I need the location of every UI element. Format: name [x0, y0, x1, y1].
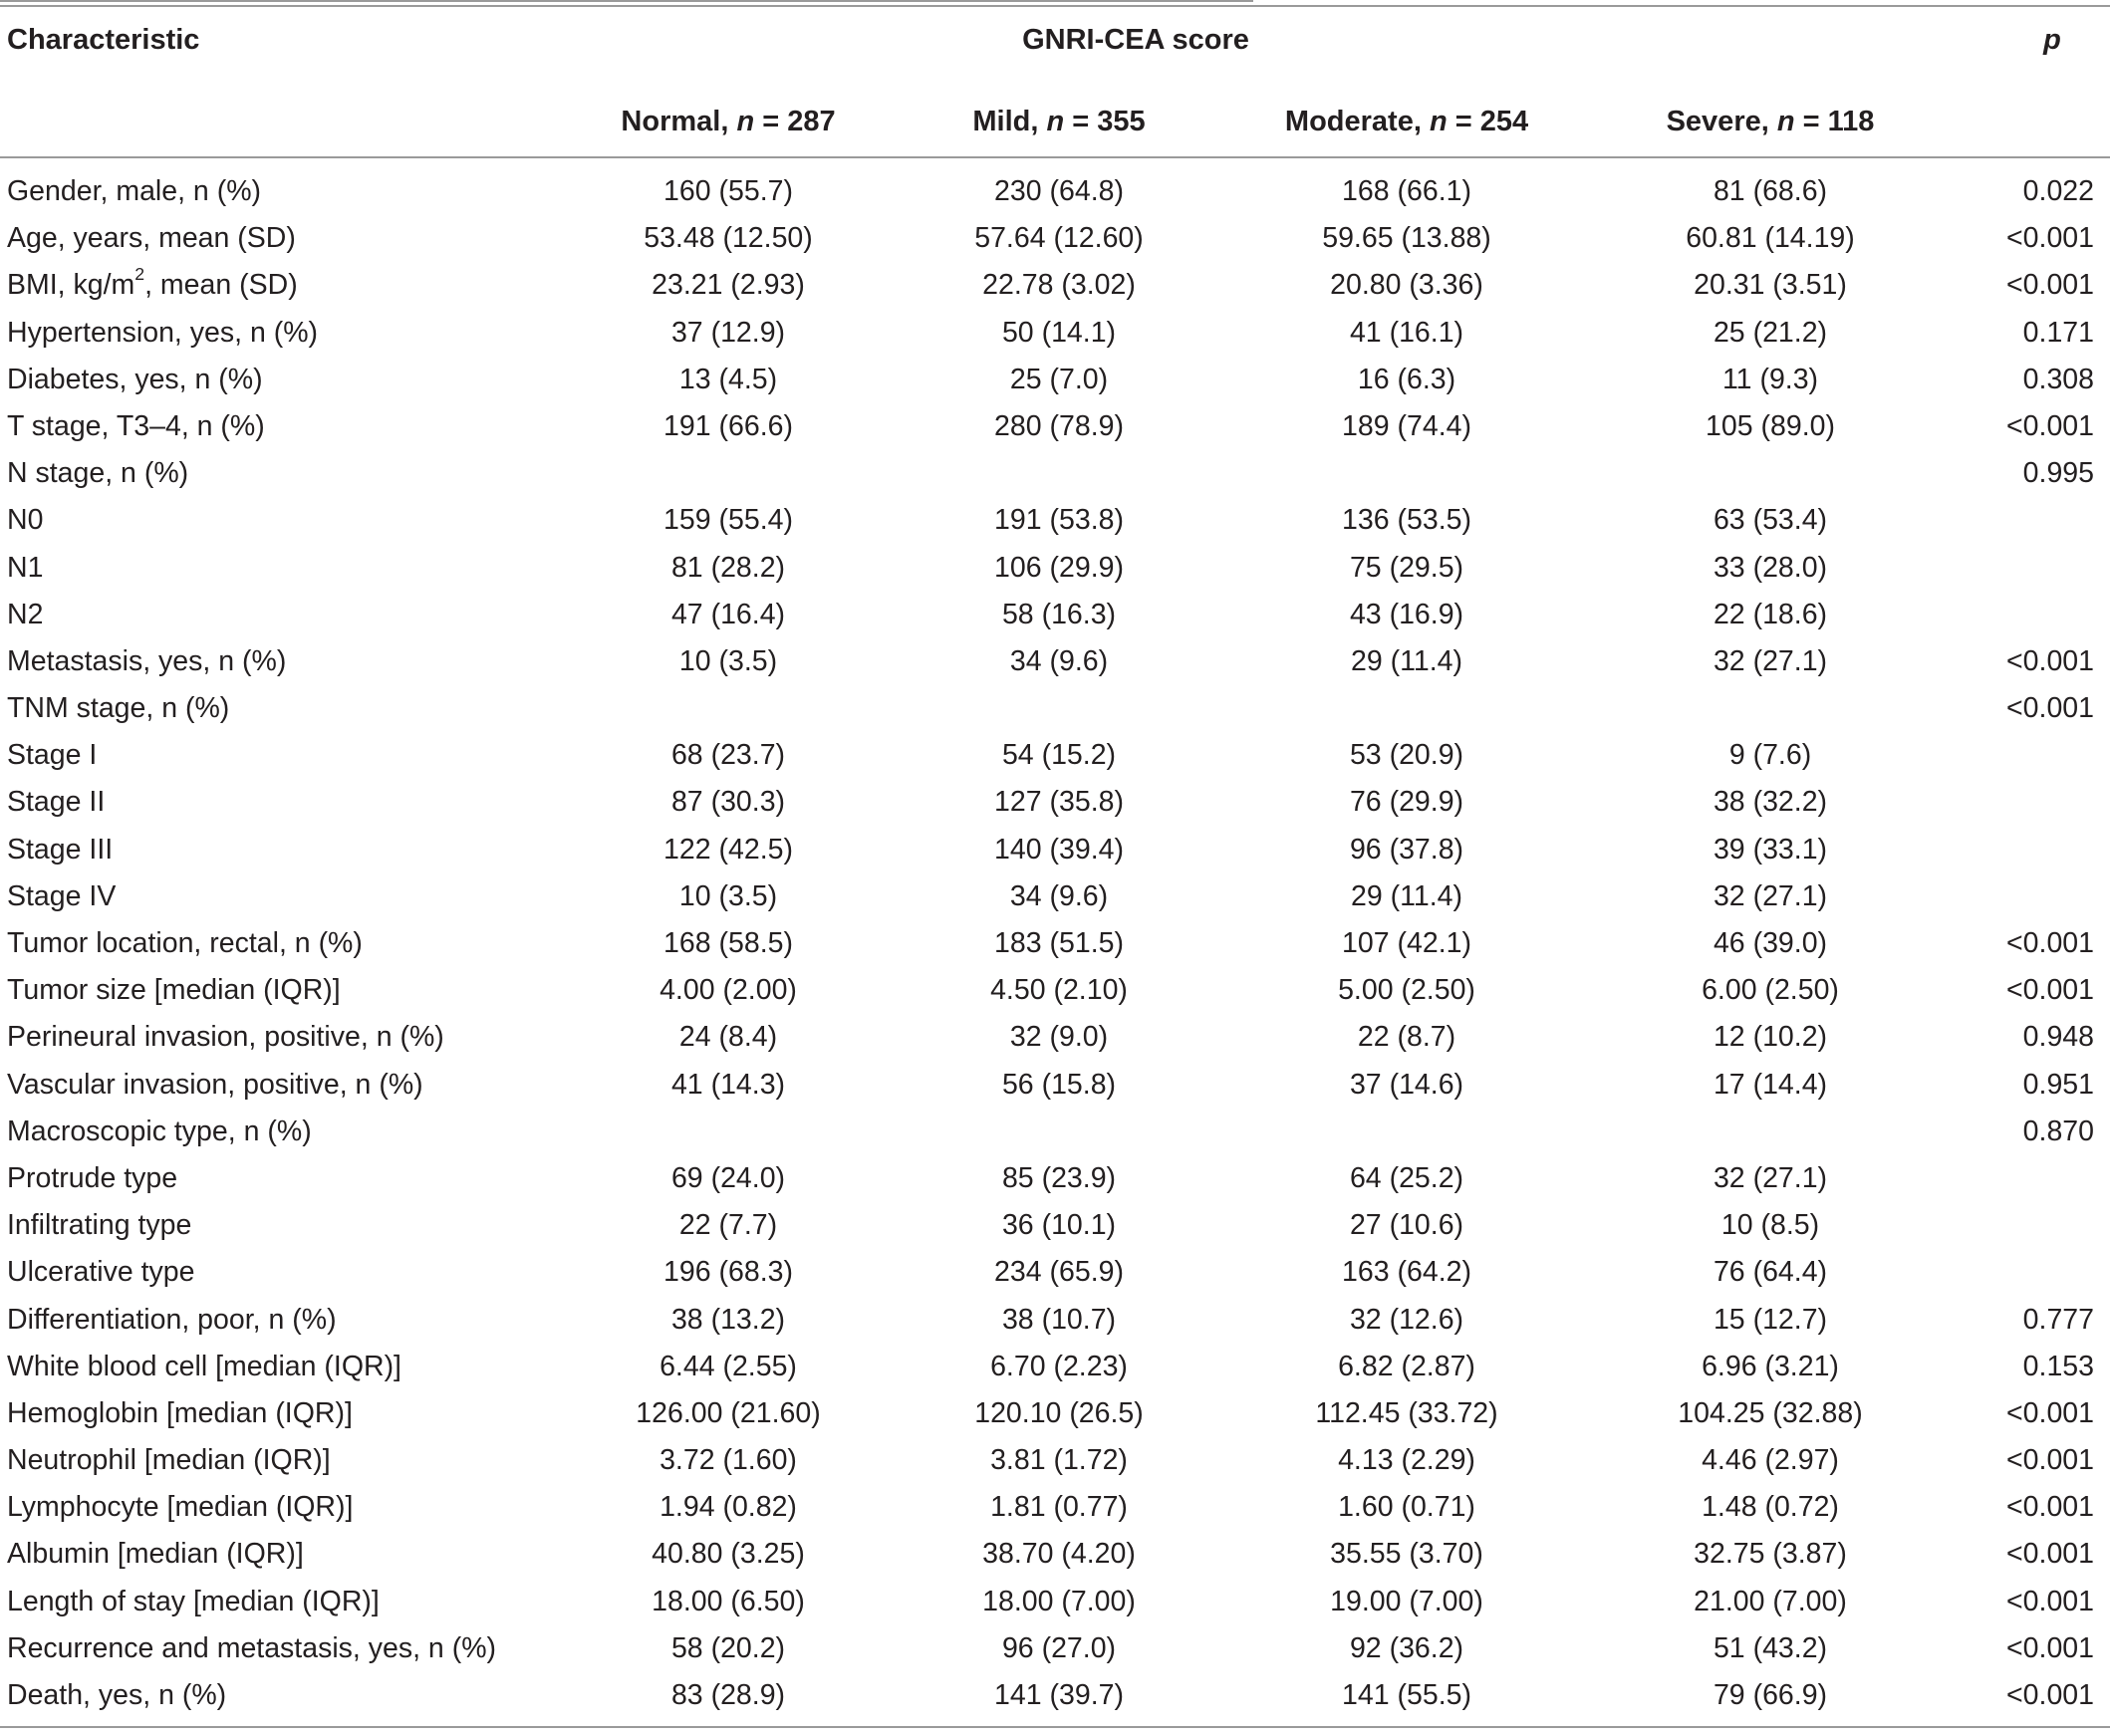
cell-severe: 11 (9.3) — [1721, 363, 1819, 395]
header-col-mild — [972, 106, 1145, 138]
header-col-severe — [1667, 106, 1875, 138]
cell-mild: 6.70 (2.23) — [990, 1350, 1128, 1382]
cell-moderate: 189 (74.4) — [1342, 409, 1471, 442]
cell-severe: 51 (43.2) — [1713, 1631, 1828, 1664]
cell-mild: 34 (9.6) — [1009, 879, 1109, 912]
cell-mild: 127 (35.8) — [994, 786, 1124, 819]
row-label: Vascular invasion, positive, n (%) — [7, 1068, 423, 1101]
cell-normal: 58 (20.2) — [670, 1631, 786, 1664]
cell-mild: 58 (16.3) — [1001, 598, 1117, 630]
cell-p-value: <0.001 — [2006, 692, 2094, 725]
cell-moderate: 136 (53.5) — [1342, 504, 1471, 537]
cell-mild: 34 (9.6) — [1009, 644, 1109, 677]
cell-normal: 6.44 (2.55) — [659, 1350, 797, 1382]
cell-moderate: 27 (10.6) — [1349, 1209, 1464, 1242]
cell-severe: 15 (12.7) — [1713, 1303, 1828, 1336]
table-row — [0, 874, 2110, 921]
header-col-severe-name: Severe, — [1666, 106, 1777, 137]
cell-p-value: <0.001 — [2006, 1491, 2094, 1524]
row-label: Neutrophil [median (IQR)] — [7, 1444, 331, 1477]
cell-severe: 32.75 (3.87) — [1694, 1538, 1847, 1571]
table-row — [0, 1580, 2110, 1626]
table-row — [0, 686, 2110, 733]
cell-mild: 56 (15.8) — [1001, 1068, 1117, 1101]
cell-moderate: 6.82 (2.87) — [1338, 1350, 1475, 1382]
row-label: N2 — [7, 598, 44, 630]
cell-severe: 22 (18.6) — [1713, 598, 1828, 630]
cell-normal: 37 (12.9) — [670, 316, 786, 349]
table-row — [0, 169, 2110, 216]
cell-normal: 38 (13.2) — [670, 1303, 786, 1336]
cell-normal: 40.80 (3.25) — [652, 1538, 805, 1571]
cell-moderate: 107 (42.1) — [1342, 927, 1471, 959]
cell-normal: 122 (42.5) — [663, 833, 793, 866]
row-label: Stage I — [7, 739, 98, 772]
cell-severe: 104.25 (32.88) — [1678, 1396, 1863, 1429]
cell-normal: 24 (8.4) — [678, 1021, 778, 1054]
row-label: Differentiation, poor, n (%) — [7, 1303, 337, 1336]
table-row — [0, 1673, 2110, 1720]
cell-mild: 96 (27.0) — [1001, 1631, 1117, 1664]
cell-mild: 18.00 (7.00) — [982, 1585, 1136, 1617]
row-label: Tumor location, rectal, n (%) — [7, 927, 363, 959]
cell-moderate: 64 (25.2) — [1349, 1161, 1464, 1194]
row-label: Hemoglobin [median (IQR)] — [7, 1396, 353, 1429]
row-label: Length of stay [median (IQR)] — [7, 1585, 380, 1617]
cell-moderate: 29 (11.4) — [1351, 644, 1462, 677]
bottom-rule — [0, 1726, 2110, 1728]
cell-normal: 53.48 (12.50) — [644, 222, 813, 255]
cell-p-value: 0.153 — [2022, 1350, 2094, 1382]
cell-mild: 106 (29.9) — [994, 551, 1124, 584]
cell-p-value: <0.001 — [2006, 1679, 2094, 1711]
cell-severe: 6.96 (3.21) — [1702, 1350, 1839, 1382]
row-label: Stage IV — [7, 879, 117, 912]
cell-severe: 39 (33.1) — [1713, 833, 1828, 866]
cell-moderate: 96 (37.8) — [1349, 833, 1464, 866]
cell-moderate: 59.65 (13.88) — [1322, 222, 1491, 255]
cell-moderate: 112.45 (33.72) — [1315, 1396, 1498, 1429]
row-label: N stage, n (%) — [7, 457, 189, 490]
cell-severe: 32 (27.1) — [1713, 644, 1828, 677]
table-row — [0, 1485, 2110, 1532]
row-label: Gender, male, n (%) — [7, 175, 262, 207]
top-rule — [0, 5, 2110, 7]
cell-severe: 60.81 (14.19) — [1686, 222, 1855, 255]
row-label: Death, yes, n (%) — [7, 1679, 227, 1711]
cell-p-value: 0.951 — [2022, 1068, 2094, 1101]
cell-severe: 38 (32.2) — [1713, 786, 1828, 819]
cell-severe: 25 (21.2) — [1713, 316, 1828, 349]
cell-normal: 3.72 (1.60) — [659, 1444, 797, 1477]
cell-normal: 68 (23.7) — [670, 739, 786, 772]
cell-mild: 234 (65.9) — [994, 1256, 1124, 1289]
cell-moderate: 53 (20.9) — [1349, 739, 1464, 772]
row-label: Macroscopic type, n (%) — [7, 1115, 312, 1147]
cell-p-value: 0.995 — [2022, 457, 2094, 490]
cell-moderate: 5.00 (2.50) — [1338, 974, 1475, 1007]
row-label: Hypertension, yes, n (%) — [7, 316, 319, 349]
table-row — [0, 1391, 2110, 1438]
cell-normal: 81 (28.2) — [670, 551, 786, 584]
cell-mild: 57.64 (12.60) — [974, 222, 1144, 255]
cell-p-value: <0.001 — [2006, 927, 2094, 959]
cell-severe: 79 (66.9) — [1713, 1679, 1828, 1711]
cell-severe: 10 (8.5) — [1720, 1209, 1820, 1242]
table-row — [0, 1438, 2110, 1485]
cell-mild: 183 (51.5) — [994, 927, 1124, 959]
cell-severe: 4.46 (2.97) — [1702, 1444, 1839, 1477]
cell-mild: 85 (23.9) — [1001, 1161, 1117, 1194]
row-label: Stage II — [7, 786, 106, 819]
cell-normal: 22 (7.7) — [678, 1209, 778, 1242]
cell-severe: 21.00 (7.00) — [1694, 1585, 1847, 1617]
cell-mild: 22.78 (3.02) — [982, 269, 1136, 302]
cell-severe: 32 (27.1) — [1713, 879, 1828, 912]
cell-severe: 33 (28.0) — [1713, 551, 1828, 584]
cell-p-value: <0.001 — [2006, 1396, 2094, 1429]
row-label: TNM stage, n (%) — [7, 692, 230, 725]
header-group-title: GNRI-CEA score — [1022, 24, 1249, 56]
table-row — [0, 733, 2110, 780]
header-col-severe-n: n — [1776, 106, 1795, 137]
table-row — [0, 1203, 2110, 1250]
cell-severe: 46 (39.0) — [1713, 927, 1828, 959]
header-rule — [0, 156, 2110, 158]
cell-p-value: 0.948 — [2022, 1021, 2094, 1054]
row-label-superscript: 2 — [134, 264, 145, 285]
cell-moderate: 37 (14.6) — [1349, 1068, 1464, 1101]
cell-moderate: 163 (64.2) — [1342, 1256, 1471, 1289]
row-label: Age, years, mean (SD) — [7, 222, 296, 255]
cell-normal: 196 (68.3) — [663, 1256, 793, 1289]
header-col-normal-count: = 287 — [754, 106, 836, 137]
cell-p-value: <0.001 — [2006, 269, 2094, 302]
cell-p-value: <0.001 — [2006, 409, 2094, 442]
row-label: N1 — [7, 551, 44, 584]
cell-p-value: 0.171 — [2022, 316, 2094, 349]
row-label: Lymphocyte [median (IQR)] — [7, 1491, 354, 1524]
header-col-mild-name: Mild, — [972, 106, 1047, 137]
table-row — [0, 263, 2110, 310]
header-col-moderate-n: n — [1429, 106, 1448, 137]
table-row — [0, 1110, 2110, 1156]
cell-severe: 105 (89.0) — [1706, 409, 1835, 442]
table-row — [0, 451, 2110, 498]
table-row — [0, 639, 2110, 686]
cell-p-value: <0.001 — [2006, 644, 2094, 677]
header-col-moderate — [1285, 106, 1528, 138]
cell-moderate: 1.60 (0.71) — [1338, 1491, 1475, 1524]
header-col-normal-name: Normal, — [621, 106, 737, 137]
cell-mild: 1.81 (0.77) — [990, 1491, 1128, 1524]
cell-moderate: 19.00 (7.00) — [1330, 1585, 1483, 1617]
header-col-moderate-count: = 254 — [1447, 106, 1529, 137]
cell-normal: 18.00 (6.50) — [652, 1585, 805, 1617]
table-row — [0, 921, 2110, 968]
header-col-normal-n: n — [736, 106, 755, 137]
table-row — [0, 780, 2110, 827]
cell-moderate: 32 (12.6) — [1349, 1303, 1464, 1336]
table-row — [0, 968, 2110, 1015]
header-col-normal — [621, 106, 835, 138]
cell-normal: 1.94 (0.82) — [659, 1491, 797, 1524]
table-row — [0, 358, 2110, 404]
cell-moderate: 43 (16.9) — [1349, 598, 1464, 630]
cell-moderate: 76 (29.9) — [1349, 786, 1464, 819]
header-col-mild-n: n — [1046, 106, 1065, 137]
cell-mild: 140 (39.4) — [994, 833, 1124, 866]
cell-moderate: 75 (29.5) — [1349, 551, 1464, 584]
table-row — [0, 828, 2110, 874]
cell-severe: 20.31 (3.51) — [1694, 269, 1847, 302]
row-label — [7, 264, 298, 302]
header-col-mild-count: = 355 — [1064, 106, 1146, 137]
cell-mild: 191 (53.8) — [994, 504, 1124, 537]
cell-mild: 54 (15.2) — [1001, 739, 1117, 772]
row-label: Metastasis, yes, n (%) — [7, 644, 287, 677]
row-label: Diabetes, yes, n (%) — [7, 363, 263, 395]
row-label-text: BMI, kg/m — [7, 269, 135, 302]
cell-normal: 191 (66.6) — [663, 409, 793, 442]
table-row — [0, 216, 2110, 263]
cell-mild: 38 (10.7) — [1001, 1303, 1117, 1336]
cell-normal: 47 (16.4) — [670, 598, 786, 630]
cell-severe: 9 (7.6) — [1728, 739, 1812, 772]
cell-severe: 63 (53.4) — [1713, 504, 1828, 537]
cell-severe: 76 (64.4) — [1713, 1256, 1828, 1289]
table-row — [0, 1250, 2110, 1297]
cell-moderate: 29 (11.4) — [1351, 879, 1462, 912]
row-label: Stage III — [7, 833, 114, 866]
row-label: Recurrence and metastasis, yes, n (%) — [7, 1631, 497, 1664]
cell-mild: 32 (9.0) — [1009, 1021, 1109, 1054]
row-label: Infiltrating type — [7, 1209, 192, 1242]
cell-p-value: 0.777 — [2022, 1303, 2094, 1336]
cell-moderate: 92 (36.2) — [1349, 1631, 1464, 1664]
cell-severe: 1.48 (0.72) — [1702, 1491, 1839, 1524]
cell-normal: 159 (55.4) — [663, 504, 793, 537]
cell-normal: 41 (14.3) — [670, 1068, 786, 1101]
table-row — [0, 1015, 2110, 1062]
row-label: N0 — [7, 504, 44, 537]
cell-moderate: 20.80 (3.36) — [1330, 269, 1483, 302]
cell-normal: 168 (58.5) — [663, 927, 793, 959]
cell-moderate: 16 (6.3) — [1357, 363, 1456, 395]
group-span-rule — [0, 0, 1253, 2]
cell-mild: 141 (39.7) — [994, 1679, 1124, 1711]
table-body — [0, 169, 2110, 1720]
row-label: Tumor size [median (IQR)] — [7, 974, 341, 1007]
table-row — [0, 404, 2110, 451]
cell-mild: 3.81 (1.72) — [990, 1444, 1128, 1477]
cell-normal: 13 (4.5) — [678, 363, 778, 395]
cell-normal: 4.00 (2.00) — [659, 974, 797, 1007]
cell-p-value: <0.001 — [2006, 1585, 2094, 1617]
cell-mild: 25 (7.0) — [1009, 363, 1109, 395]
cell-severe: 17 (14.4) — [1713, 1068, 1828, 1101]
row-label: Perineural invasion, positive, n (%) — [7, 1021, 444, 1054]
table-row — [0, 1063, 2110, 1110]
cell-mild: 120.10 (26.5) — [974, 1396, 1144, 1429]
cell-mild: 36 (10.1) — [1001, 1209, 1117, 1242]
table-row — [0, 1156, 2110, 1203]
cell-normal: 160 (55.7) — [663, 175, 793, 207]
header-col-moderate-name: Moderate, — [1284, 106, 1430, 137]
cell-mild: 230 (64.8) — [994, 175, 1124, 207]
cell-mild: 50 (14.1) — [1001, 316, 1117, 349]
cell-severe: 12 (10.2) — [1713, 1021, 1828, 1054]
cell-moderate: 168 (66.1) — [1342, 175, 1471, 207]
cell-severe: 32 (27.1) — [1713, 1161, 1828, 1194]
cell-normal: 10 (3.5) — [678, 879, 778, 912]
table-row — [0, 498, 2110, 545]
cell-mild: 4.50 (2.10) — [990, 974, 1128, 1007]
cell-p-value: 0.870 — [2022, 1115, 2094, 1147]
header-col-severe-count: = 118 — [1794, 106, 1875, 137]
cell-p-value: <0.001 — [2006, 1444, 2094, 1477]
cell-severe: 81 (68.6) — [1713, 175, 1828, 207]
cell-normal: 83 (28.9) — [670, 1679, 786, 1711]
table-row — [0, 311, 2110, 358]
cell-p-value: <0.001 — [2006, 1631, 2094, 1664]
cell-severe: 6.00 (2.50) — [1702, 974, 1839, 1007]
cell-moderate: 22 (8.7) — [1357, 1021, 1456, 1054]
cell-p-value: 0.308 — [2022, 363, 2094, 395]
cell-normal: 23.21 (2.93) — [652, 269, 805, 302]
cell-moderate: 35.55 (3.70) — [1330, 1538, 1483, 1571]
cell-moderate: 4.13 (2.29) — [1338, 1444, 1475, 1477]
row-label-text: , mean (SD) — [144, 269, 298, 302]
cell-moderate: 141 (55.5) — [1342, 1679, 1471, 1711]
table-row — [0, 546, 2110, 593]
cell-p-value: <0.001 — [2006, 974, 2094, 1007]
table-row — [0, 1626, 2110, 1673]
row-label: Albumin [median (IQR)] — [7, 1538, 304, 1571]
cell-p-value: 0.022 — [2022, 175, 2094, 207]
table-row — [0, 593, 2110, 639]
cell-normal: 87 (30.3) — [670, 786, 786, 819]
cell-moderate: 41 (16.1) — [1349, 316, 1464, 349]
table-row — [0, 1345, 2110, 1391]
cell-mild: 280 (78.9) — [994, 409, 1124, 442]
cell-normal: 126.00 (21.60) — [636, 1396, 821, 1429]
cell-mild: 38.70 (4.20) — [982, 1538, 1136, 1571]
header-p-value: p — [2043, 24, 2061, 56]
cell-normal: 10 (3.5) — [678, 644, 778, 677]
table-row — [0, 1532, 2110, 1579]
cell-normal: 69 (24.0) — [670, 1161, 786, 1194]
row-label: White blood cell [median (IQR)] — [7, 1350, 401, 1382]
cell-p-value: <0.001 — [2006, 1538, 2094, 1571]
row-label: Ulcerative type — [7, 1256, 195, 1289]
row-label: T stage, T3–4, n (%) — [7, 409, 265, 442]
header-characteristic: Characteristic — [7, 24, 200, 56]
table-row — [0, 1298, 2110, 1345]
cell-p-value: <0.001 — [2006, 222, 2094, 255]
row-label: Protrude type — [7, 1161, 178, 1194]
